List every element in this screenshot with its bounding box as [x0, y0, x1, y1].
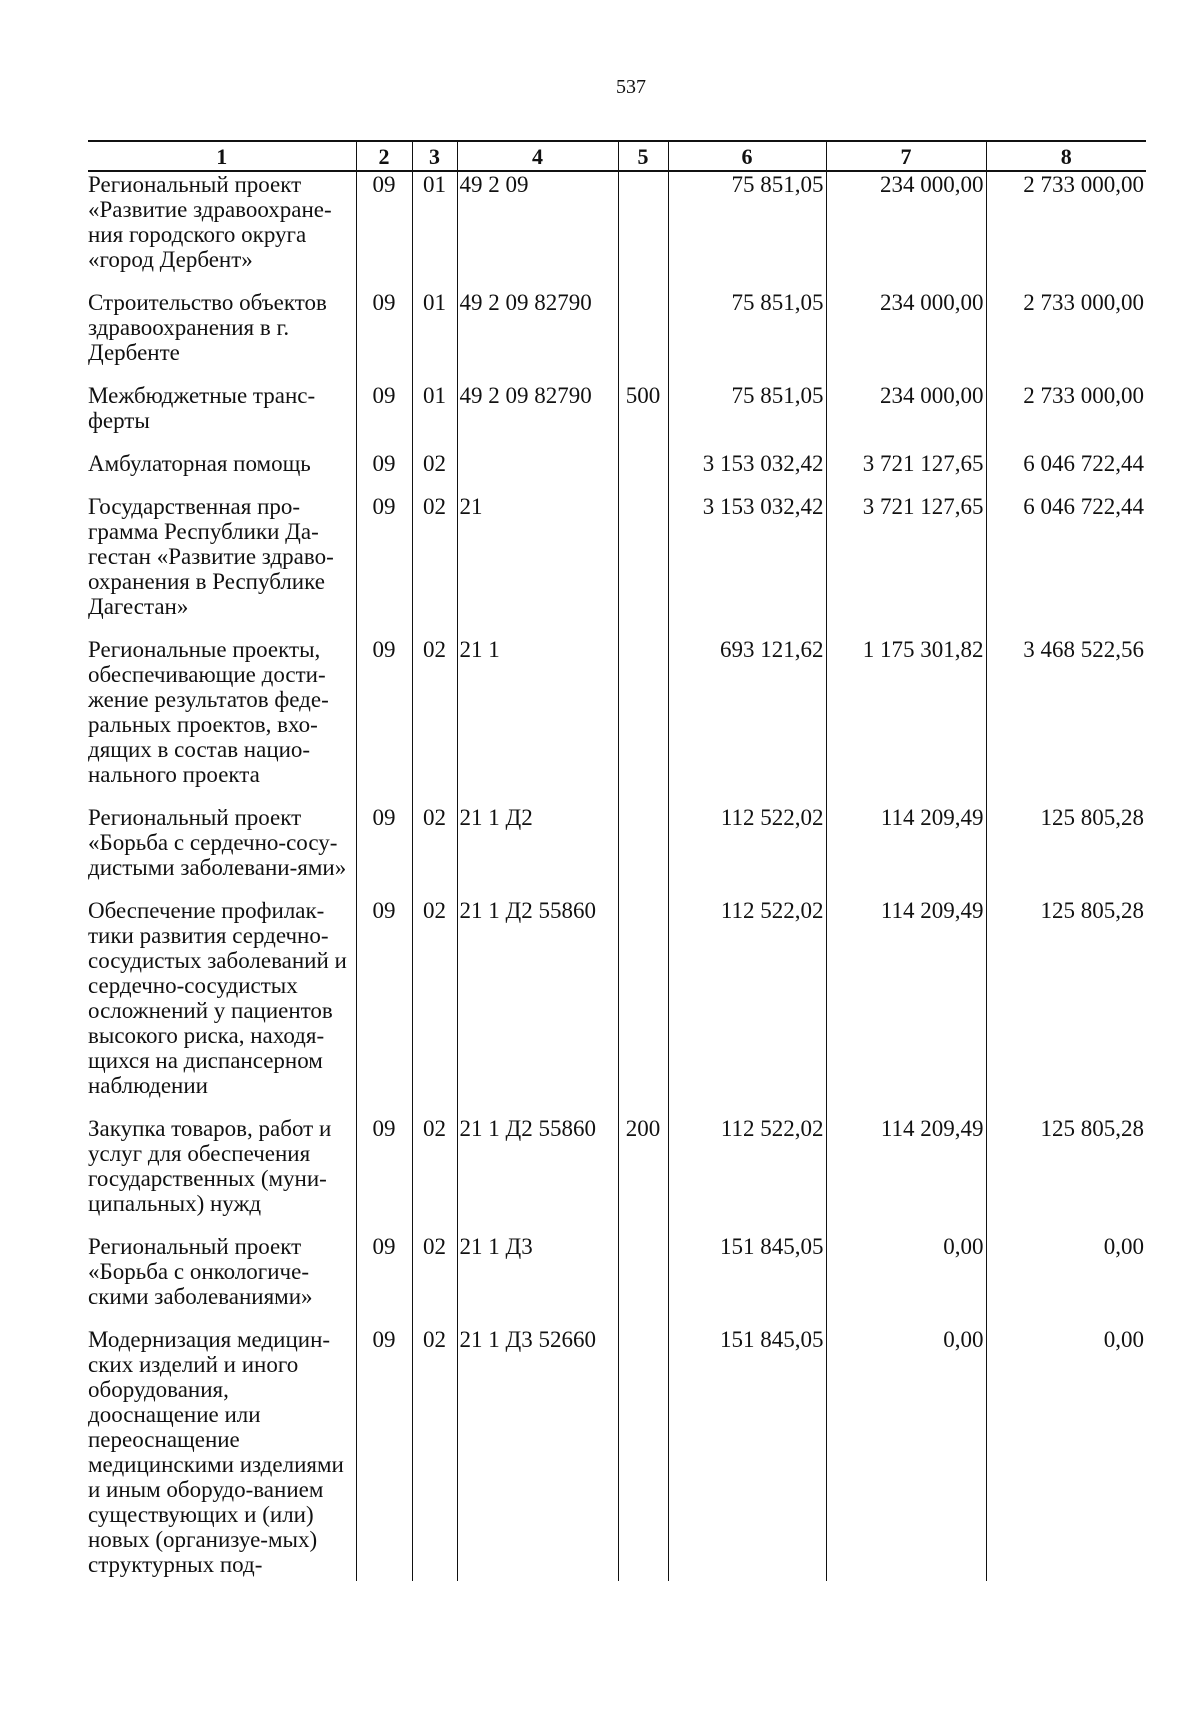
row-name: Государственная про-грамма Республики Да-гестан «Развитие здраво-охранения в Республике Дагестан» — [88, 494, 356, 637]
row-amount-1: 75 851,05 — [668, 383, 826, 451]
row-name: Закупка товаров, работ и услуг для обеспечения государственных (муни-ципальных) нужд — [88, 1116, 356, 1234]
table-row — [88, 805, 1146, 898]
table-row — [88, 637, 1146, 805]
row-target-article: 49 2 09 — [457, 171, 618, 290]
row-target-article: 21 1 Д3 52660 — [457, 1327, 618, 1581]
row-name: Амбулаторная помощь — [88, 451, 356, 494]
row-target-article: 49 2 09 82790 — [457, 383, 618, 451]
row-expense-type — [618, 805, 668, 898]
row-amount-3: 125 805,28 — [986, 898, 1146, 1116]
row-target-article: 21 1 Д2 — [457, 805, 618, 898]
row-subsection-code: 02 — [412, 898, 457, 1116]
row-target-article: 21 1 Д3 — [457, 1234, 618, 1327]
row-target-article: 21 1 — [457, 637, 618, 805]
table-body — [88, 171, 1146, 1581]
row-amount-3: 0,00 — [986, 1234, 1146, 1327]
row-amount-2: 114 209,49 — [826, 898, 986, 1116]
row-subsection-code: 02 — [412, 451, 457, 494]
row-name: Региональные проекты, обеспечивающие дости-жение результатов феде-ральных проектов, вхо-дящих в состав нацио-нального проекта — [88, 637, 356, 805]
header-cell-8: 8 — [986, 141, 1146, 171]
row-amount-3: 125 805,28 — [986, 1116, 1146, 1234]
row-amount-3: 125 805,28 — [986, 805, 1146, 898]
row-expense-type — [618, 898, 668, 1116]
row-section-code: 09 — [356, 494, 412, 637]
row-amount-1: 112 522,02 — [668, 898, 826, 1116]
table-row — [88, 1116, 1146, 1234]
table-row — [88, 494, 1146, 637]
row-section-code: 09 — [356, 1234, 412, 1327]
header-cell-2: 2 — [356, 141, 412, 171]
row-name: Обеспечение профилак-тики развития сердечно-сосудистых заболеваний и сердечно-сосудистых осложнений у пациентов высокого риска, находя-щихся на диспансерном наблюдении — [88, 898, 356, 1116]
row-subsection-code: 02 — [412, 805, 457, 898]
table-row — [88, 451, 1146, 494]
row-name: Региональный проект «Развитие здравоохране-ния городского округа «город Дербент» — [88, 171, 356, 290]
row-expense-type — [618, 637, 668, 805]
row-amount-3: 6 046 722,44 — [986, 451, 1146, 494]
row-amount-1: 693 121,62 — [668, 637, 826, 805]
row-section-code: 09 — [356, 898, 412, 1116]
row-name: Региональный проект «Борьба с сердечно-сосу-дистыми заболевани-ями» — [88, 805, 356, 898]
row-amount-1: 151 845,05 — [668, 1327, 826, 1581]
row-name: Региональный проект «Борьба с онкологиче-скими заболеваниями» — [88, 1234, 356, 1327]
row-expense-type — [618, 1327, 668, 1581]
row-section-code: 09 — [356, 290, 412, 383]
row-name: Строительство объектов здравоохранения в г. Дербенте — [88, 290, 356, 383]
row-amount-3: 2 733 000,00 — [986, 290, 1146, 383]
header-row — [88, 141, 1146, 171]
row-amount-1: 112 522,02 — [668, 1116, 826, 1234]
row-section-code: 09 — [356, 1116, 412, 1234]
row-amount-2: 234 000,00 — [826, 290, 986, 383]
row-amount-3: 2 733 000,00 — [986, 383, 1146, 451]
row-amount-1: 3 153 032,42 — [668, 494, 826, 637]
row-section-code: 09 — [356, 171, 412, 290]
row-expense-type — [618, 290, 668, 383]
row-expense-type: 500 — [618, 383, 668, 451]
row-section-code: 09 — [356, 1327, 412, 1581]
row-target-article: 21 — [457, 494, 618, 637]
row-amount-3: 0,00 — [986, 1327, 1146, 1581]
row-amount-2: 234 000,00 — [826, 383, 986, 451]
table-header — [88, 141, 1146, 171]
row-subsection-code: 02 — [412, 494, 457, 637]
page-number: 537 — [616, 76, 646, 98]
row-expense-type — [618, 1234, 668, 1327]
row-subsection-code: 01 — [412, 290, 457, 383]
table-row — [88, 383, 1146, 451]
row-amount-2: 1 175 301,82 — [826, 637, 986, 805]
table-row — [88, 1327, 1146, 1581]
row-expense-type — [618, 494, 668, 637]
header-cell-3: 3 — [412, 141, 457, 171]
row-target-article: 49 2 09 82790 — [457, 290, 618, 383]
row-amount-3: 6 046 722,44 — [986, 494, 1146, 637]
row-amount-2: 3 721 127,65 — [826, 494, 986, 637]
row-target-article — [457, 451, 618, 494]
row-amount-1: 151 845,05 — [668, 1234, 826, 1327]
row-amount-2: 114 209,49 — [826, 1116, 986, 1234]
row-section-code: 09 — [356, 805, 412, 898]
header-cell-5: 5 — [618, 141, 668, 171]
row-amount-2: 114 209,49 — [826, 805, 986, 898]
row-amount-1: 3 153 032,42 — [668, 451, 826, 494]
table-row — [88, 171, 1146, 290]
row-section-code: 09 — [356, 383, 412, 451]
row-amount-1: 75 851,05 — [668, 290, 826, 383]
row-amount-1: 75 851,05 — [668, 171, 826, 290]
row-amount-2: 234 000,00 — [826, 171, 986, 290]
row-expense-type — [618, 171, 668, 290]
row-subsection-code: 01 — [412, 383, 457, 451]
header-cell-4: 4 — [457, 141, 618, 171]
header-cell-7: 7 — [826, 141, 986, 171]
row-section-code: 09 — [356, 637, 412, 805]
row-amount-1: 112 522,02 — [668, 805, 826, 898]
table-row — [88, 1234, 1146, 1327]
row-amount-2: 3 721 127,65 — [826, 451, 986, 494]
row-subsection-code: 02 — [412, 1116, 457, 1234]
row-amount-3: 2 733 000,00 — [986, 171, 1146, 290]
row-amount-2: 0,00 — [826, 1234, 986, 1327]
row-expense-type — [618, 451, 668, 494]
budget-table — [88, 140, 1146, 1581]
table-row — [88, 898, 1146, 1116]
row-amount-3: 3 468 522,56 — [986, 637, 1146, 805]
row-section-code: 09 — [356, 451, 412, 494]
header-cell-1: 1 — [88, 141, 356, 171]
header-cell-6: 6 — [668, 141, 826, 171]
row-name: Межбюджетные транс-ферты — [88, 383, 356, 451]
table-row — [88, 290, 1146, 383]
row-expense-type: 200 — [618, 1116, 668, 1234]
row-subsection-code: 01 — [412, 171, 457, 290]
row-target-article: 21 1 Д2 55860 — [457, 1116, 618, 1234]
row-subsection-code: 02 — [412, 1327, 457, 1581]
row-target-article: 21 1 Д2 55860 — [457, 898, 618, 1116]
row-name: Модернизация медицин-ских изделий и иного оборудования, дооснащение или переоснащение медицинскими изделиями и иным оборудо-ванием существующих и (или) новых (организуе-мых) структурных под- — [88, 1327, 356, 1581]
row-subsection-code: 02 — [412, 637, 457, 805]
row-amount-2: 0,00 — [826, 1327, 986, 1581]
row-subsection-code: 02 — [412, 1234, 457, 1327]
